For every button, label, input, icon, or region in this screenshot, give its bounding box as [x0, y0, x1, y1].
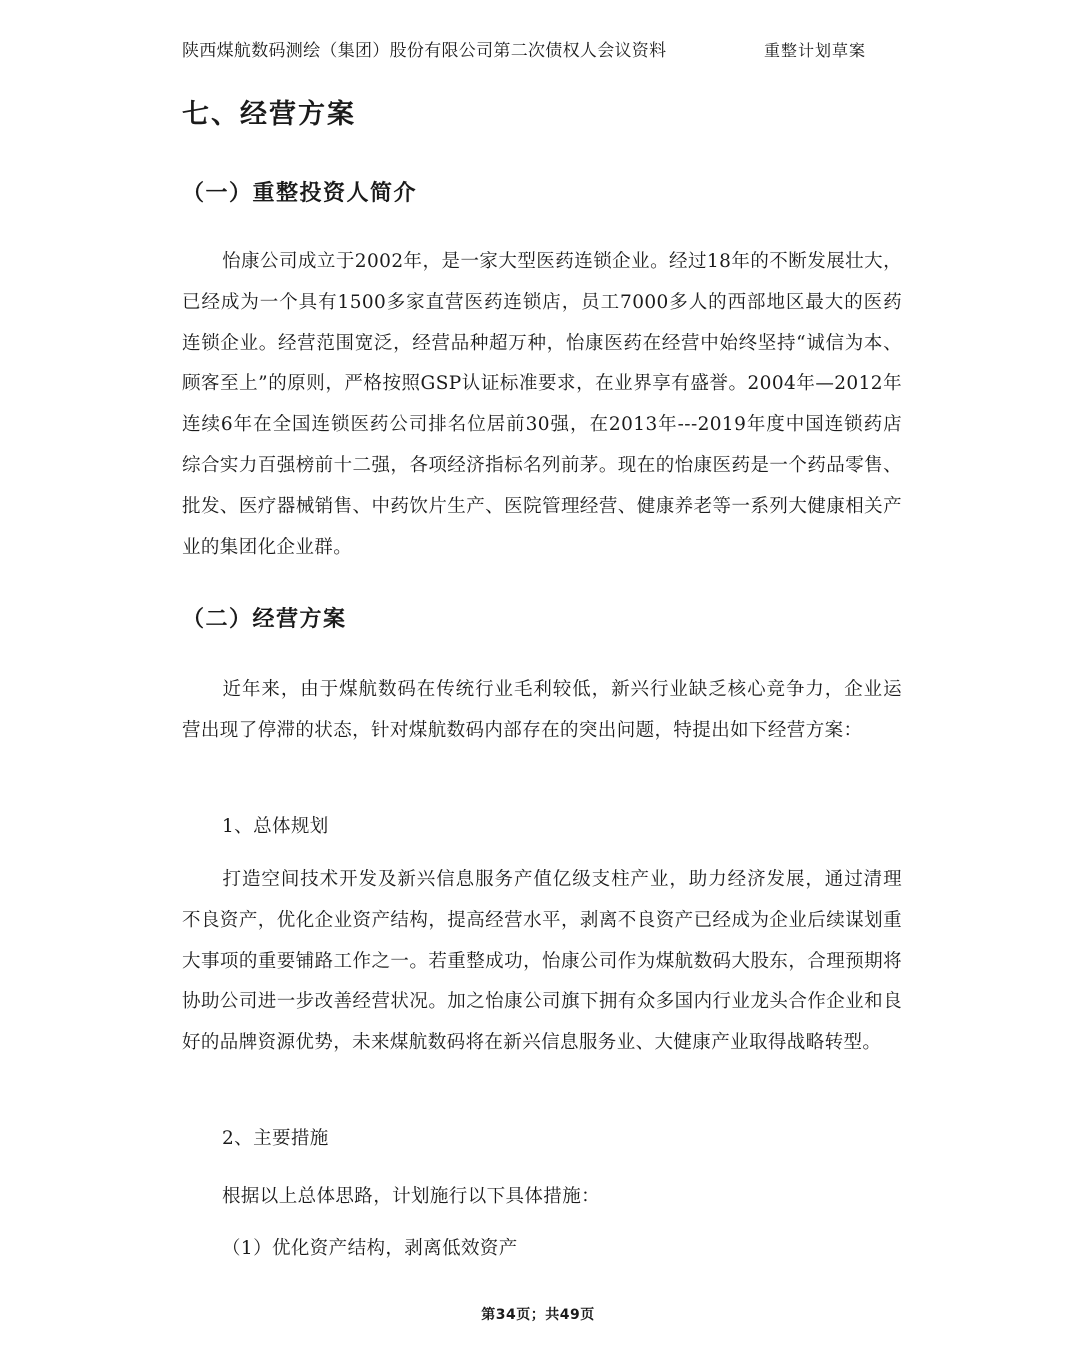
item-main-measures-title: 2、主要措施	[222, 1128, 329, 1149]
header-section-label: 重整计划草案	[764, 41, 867, 60]
subsection-heading-plan: （二）经营方案	[182, 607, 347, 632]
plan-intro-text: 近年来，由于煤航数码在传统行业毛利较低，新兴行业缺乏核心竞争力，企业运营出现了停滞的状态，针对煤航数码内部存在的突出问题，特提出如下经营方案：	[182, 679, 902, 741]
investor-intro-paragraph	[182, 242, 902, 568]
investor-intro-text: 怡康公司成立于2002年，是一家大型医药连锁企业。经过18年的不断发展壮大，已经成为一个具有1500多家直营医药连锁店，员工7000多人的西部地区最大的医药连锁企业。经营范围宽泛，经营品种超万种，怡康医药在经营中始终坚持“诚信为本、顾客至上”的原则，严格按照GSP认证标准要求，在业界享有盛誉。2004年—2012年连续6年在全国连锁医药公司排名位居前30强，在2013年---2019年度中国连锁药店综合实力百强榜前十二强，各项经济指标名列前茅。现在的怡康医药是一个药品零售、批发、医疗器械销售、中药饮片生产、医院管理经营、健康养老等一系列大健康相关产业的集团化企业群。	[182, 251, 902, 558]
item-overall-plan-title: 1、总体规划	[222, 816, 329, 837]
main-measures-intro: 根据以上总体思路，计划施行以下具体措施：	[222, 1186, 601, 1207]
subsection-heading-investor: （一）重整投资人简介	[182, 181, 418, 206]
plan-intro-paragraph	[182, 670, 902, 752]
measure-1-title: （1）优化资产结构，剥离低效资产	[222, 1238, 518, 1259]
overall-plan-paragraph	[182, 860, 902, 1064]
page-number: 第34页；共49页	[481, 1307, 595, 1323]
header-document-title: 陕西煤航数码测绘（集团）股份有限公司第二次债权人会议资料	[182, 41, 667, 61]
overall-plan-text: 打造空间技术开发及新兴信息服务产值亿级支柱产业，助力经济发展，通过清理不良资产，优化企业资产结构，提高经营水平，剥离不良资产已经成为企业后续谋划重大事项的重要铺路工作之一。若重整成功，怡康公司作为煤航数码大股东，合理预期将协助公司进一步改善经营状况。加之怡康公司旗下拥有众多国内行业龙头合作企业和良好的品牌资源优势，未来煤航数码将在新兴信息服务业、大健康产业取得战略转型。	[182, 869, 902, 1054]
section-heading: 七、经营方案	[182, 99, 356, 130]
